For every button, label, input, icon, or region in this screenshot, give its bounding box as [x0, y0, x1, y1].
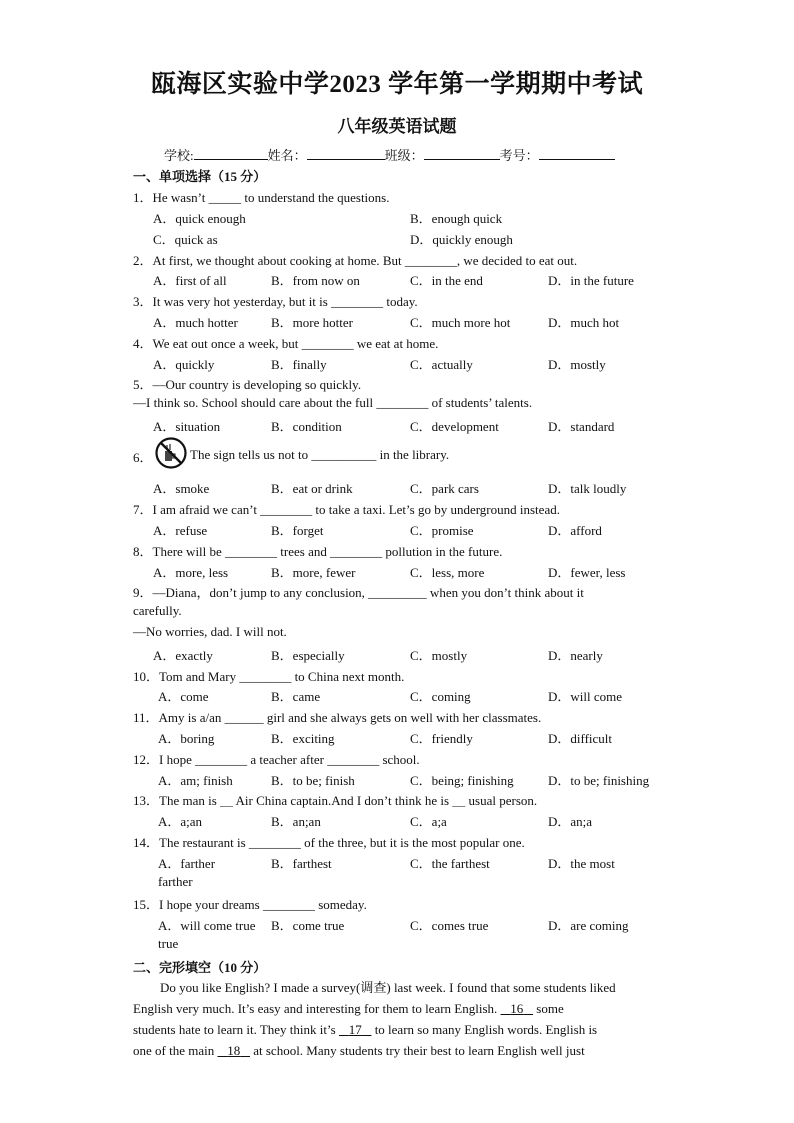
passage-text: some	[533, 1001, 564, 1016]
option-c[interactable]: C．comes true	[410, 918, 489, 933]
page-title: 瓯海区实验中学2023 学年第一学期期中考试	[150, 71, 644, 98]
student-info-row	[164, 145, 615, 164]
question-stem: 8．There will be ________ trees and ________ pollution in the future.	[133, 544, 503, 559]
option-c[interactable]: C．less, more	[410, 565, 485, 580]
option-a[interactable]: A．farther	[158, 856, 216, 871]
school-field[interactable]	[194, 147, 268, 160]
option-d[interactable]: D．are coming	[548, 918, 629, 933]
option-c[interactable]: C．in the end	[410, 273, 483, 288]
option-a[interactable]: A．will come true	[158, 918, 256, 933]
option-d[interactable]: D．the most	[548, 856, 615, 871]
question-stem: 1．He wasn’t _____ to understand the questions.	[133, 190, 390, 205]
option-d[interactable]: D．an;a	[548, 814, 593, 829]
option-c[interactable]: C．coming	[410, 689, 471, 704]
option-a[interactable]: A．first of all	[153, 273, 227, 288]
question-stem: The sign tells us not to __________ in the library.	[190, 447, 450, 462]
no-food-drink-sign-icon	[155, 437, 187, 469]
option-d[interactable]: D．fewer, less	[548, 565, 626, 580]
option-b[interactable]: B．an;an	[271, 814, 321, 829]
option-c[interactable]: C．development	[410, 419, 499, 434]
question-stem-dialog: —No worries, dad. I will not.	[133, 624, 287, 639]
passage-line: Do you like English? I made a survey(调查) last week. I found that some students liked	[160, 980, 616, 995]
option-b[interactable]: B．eat or drink	[271, 481, 353, 496]
option-d[interactable]: D．talk loudly	[548, 481, 627, 496]
option-a[interactable]: A．quick enough	[153, 211, 246, 226]
option-d[interactable]: D．mostly	[548, 357, 606, 372]
option-d[interactable]: D．afford	[548, 523, 602, 538]
passage-line	[133, 1019, 661, 1040]
question-stem: 15．I hope your dreams ________ someday.	[133, 897, 367, 912]
option-a[interactable]: A．come	[158, 689, 209, 704]
passage-line	[133, 998, 661, 1019]
option-b[interactable]: B．to be; finish	[271, 773, 355, 788]
option-b[interactable]: B．farthest	[271, 856, 332, 871]
page-subtitle: 八年级英语试题	[337, 117, 457, 136]
option-a[interactable]: A．refuse	[153, 523, 208, 538]
passage-line	[133, 1040, 661, 1061]
option-c[interactable]: C．promise	[410, 523, 474, 538]
option-b[interactable]: B．condition	[271, 419, 342, 434]
passage-text: to learn so many English words. English is	[371, 1022, 598, 1037]
school-label: 学校:	[164, 148, 194, 163]
option-a[interactable]: A．more, less	[153, 565, 229, 580]
option-b[interactable]: B．come true	[271, 918, 345, 933]
question-stem: 2．At first, we thought about cooking at home. But ________, we decided to eat out.	[133, 253, 578, 268]
class-field[interactable]	[424, 147, 500, 160]
question-stem: 4．We eat out once a week, but ________ we eat at home.	[133, 336, 439, 351]
question-stem-cont: carefully.	[133, 603, 182, 618]
option-b[interactable]: B．exciting	[271, 731, 335, 746]
option-c[interactable]: C．quick as	[153, 232, 218, 247]
option-b[interactable]: B．more, fewer	[271, 565, 356, 580]
question-stem: 5．—Our country is developing so quickly.	[133, 377, 362, 392]
option-b[interactable]: B．came	[271, 689, 321, 704]
option-b[interactable]: B．forget	[271, 523, 324, 538]
option-d[interactable]: D．nearly	[548, 648, 603, 663]
option-c[interactable]: C．being; finishing	[410, 773, 514, 788]
blank-17[interactable]: 17	[348, 1022, 362, 1037]
passage-text: at school. Many students try their best to learn English well just	[249, 1043, 585, 1058]
option-d[interactable]: D．difficult	[548, 731, 613, 746]
option-a[interactable]: A．quickly	[153, 357, 215, 372]
question-stem: 11．Amy is a/an ______ girl and she always gets on well with her classmates.	[133, 710, 542, 725]
option-d[interactable]: D．will come	[548, 689, 623, 704]
option-a[interactable]: A．exactly	[153, 648, 213, 663]
section2-heading: 二、完形填空（10 分）	[133, 960, 267, 975]
option-a-cont: true	[158, 936, 179, 951]
question-stem-dialog: —I think so. School should care about the full ________ of students’ talents.	[133, 395, 533, 410]
option-a[interactable]: A．much hotter	[153, 315, 238, 330]
option-a[interactable]: A．smoke	[153, 481, 210, 496]
option-a[interactable]: A．situation	[153, 419, 221, 434]
option-d[interactable]: D．in the future	[548, 273, 634, 288]
option-b[interactable]: B．enough quick	[410, 211, 503, 226]
option-d[interactable]: D．standard	[548, 419, 615, 434]
option-d[interactable]: D．to be; finishing	[548, 773, 650, 788]
option-c[interactable]: C．actually	[410, 357, 473, 372]
option-b[interactable]: B．especially	[271, 648, 345, 663]
option-d[interactable]: D．much hot	[548, 315, 620, 330]
option-c[interactable]: C．the farthest	[410, 856, 490, 871]
class-label: 班级：	[384, 148, 424, 163]
option-b[interactable]: B．more hotter	[271, 315, 353, 330]
option-d[interactable]: D．quickly enough	[410, 232, 513, 247]
option-a-cont: farther	[158, 874, 193, 889]
blank-16[interactable]: 16	[510, 1001, 524, 1016]
question-stem: 12．I hope ________ a teacher after ________ school.	[133, 752, 420, 767]
section1-heading: 一、单项选择（15 分）	[133, 169, 267, 184]
passage-text: students hate to learn it. They think it’s	[133, 1022, 339, 1037]
question-stem: 7．I am afraid we can’t ________ to take a taxi. Let’s go by underground instead.	[133, 502, 560, 517]
option-b[interactable]: B．finally	[271, 357, 327, 372]
option-a[interactable]: A．boring	[158, 731, 215, 746]
option-c[interactable]: C．friendly	[410, 731, 473, 746]
option-c[interactable]: C．much more hot	[410, 315, 511, 330]
number-label: 考号：	[499, 148, 539, 163]
question-stem: 3．It was very hot yesterday, but it is ________ today.	[133, 294, 418, 309]
passage-text: English very much. It’s easy and interesting for them to learn English.	[133, 1001, 501, 1016]
option-a[interactable]: A．a;an	[158, 814, 203, 829]
name-label: 姓名：	[267, 148, 307, 163]
option-c[interactable]: C．park cars	[410, 481, 479, 496]
passage-text: one of the main	[133, 1043, 218, 1058]
option-c[interactable]: C．a;a	[410, 814, 447, 829]
question-number: 6．	[133, 450, 153, 465]
name-field[interactable]	[307, 147, 385, 160]
question-stem: 13．The man is ＿ Air China captain.And I don’t think he is ＿ usual person.	[133, 793, 538, 808]
question-stem: 9．—Diana，don’t jump to any conclusion, _________ when you don’t think about it	[133, 585, 584, 600]
blank-18[interactable]: 18	[227, 1043, 241, 1058]
option-b[interactable]: B．from now on	[271, 273, 360, 288]
cloze-passage	[133, 977, 661, 1061]
question-stem: 10．Tom and Mary ________ to China next month.	[133, 669, 405, 684]
number-field[interactable]	[539, 147, 615, 160]
option-c[interactable]: C．mostly	[410, 648, 468, 663]
option-a[interactable]: A．am; finish	[158, 773, 233, 788]
question-stem: 14．The restaurant is ________ of the three, but it is the most popular one.	[133, 835, 525, 850]
